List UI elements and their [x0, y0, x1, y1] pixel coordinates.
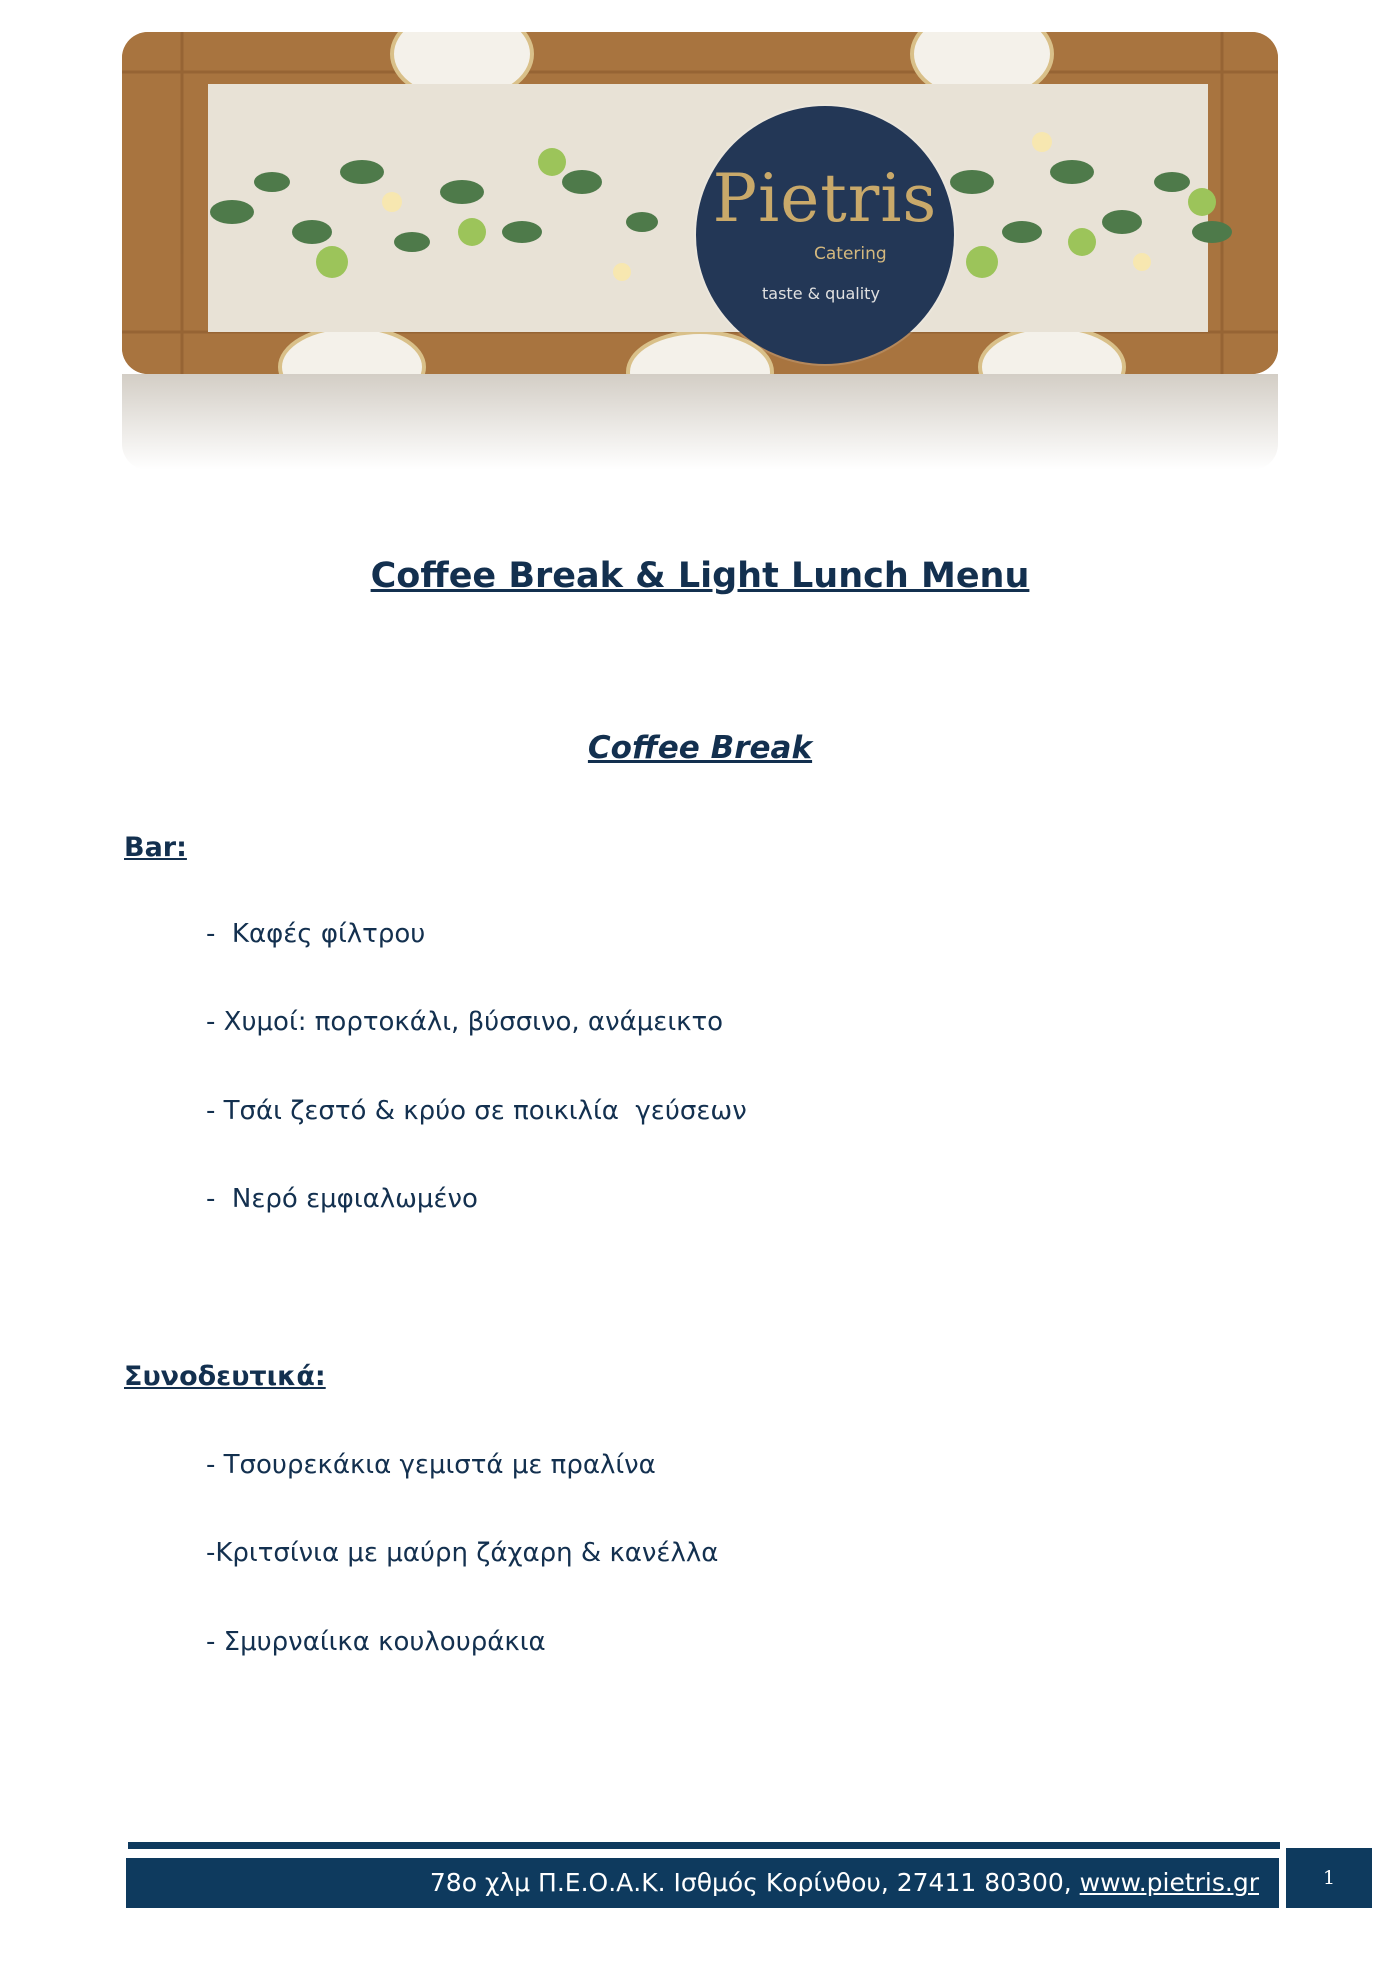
footer-rule	[128, 1842, 1280, 1849]
bar-item: - Καφές φίλτρου	[206, 919, 426, 949]
logo-tagline: taste & quality	[762, 284, 880, 303]
website-link[interactable]: www.pietris.gr	[1079, 1868, 1259, 1897]
menu-title: Coffee Break & Light Lunch Menu	[370, 556, 1030, 596]
coffee-break-title: Coffee Break	[587, 730, 813, 766]
banner-reflection	[122, 374, 1278, 470]
pietris-logo	[696, 106, 954, 364]
sides-heading: Συνοδευτικά:	[124, 1361, 326, 1392]
sides-item: -Κριτσίνια με μαύρη ζάχαρη & κανέλλα	[206, 1538, 719, 1568]
sides-item: - Σμυρναίικα κουλουράκια	[206, 1627, 546, 1657]
footer-bar	[126, 1858, 1279, 1908]
footer-contact	[430, 1868, 1259, 1897]
page-number: 1	[1286, 1848, 1372, 1908]
bar-item: - Νερό εμφιαλωμένο	[206, 1184, 478, 1214]
bar-item: - Τσάι ζεστό & κρύο σε ποικιλία γεύσεων	[206, 1096, 747, 1126]
logo-catering: Catering	[814, 244, 887, 264]
sides-item: - Τσουρεκάκια γεμιστά με πραλίνα	[206, 1450, 656, 1480]
bar-item: - Χυμοί: πορτοκάλι, βύσσινο, ανάμεικτο	[206, 1007, 724, 1037]
header-banner-image	[122, 32, 1278, 374]
bar-heading: Bar:	[124, 832, 187, 863]
footer-address: 78ο χλμ Π.Ε.Ο.Α.Κ. Ισθμός Κορίνθου, 27411 80300,	[429, 1868, 1080, 1897]
logo-wordmark: Pietris	[712, 160, 938, 237]
